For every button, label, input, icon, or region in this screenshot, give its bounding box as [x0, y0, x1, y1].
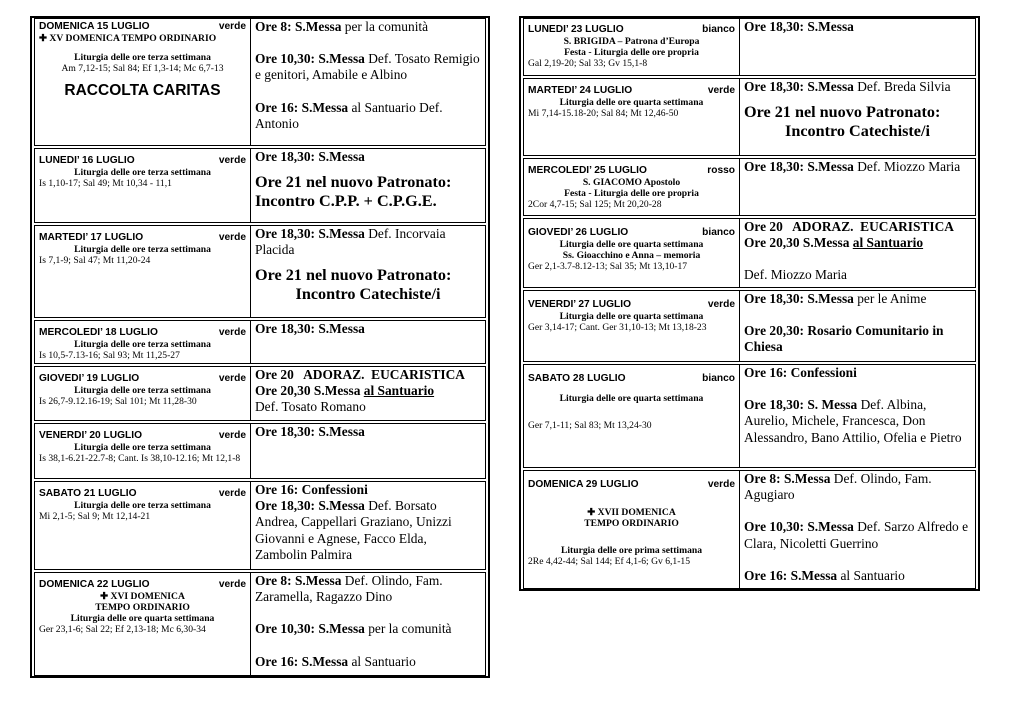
event-label: S.Messa	[318, 621, 365, 637]
event-location: al Santuario	[363, 383, 435, 399]
day-entry	[523, 290, 976, 362]
event-time: Ore 18,30:	[255, 149, 315, 164]
event-label: S.Messa	[783, 471, 831, 486]
event-label: S.Messa	[807, 79, 854, 94]
events-cell	[740, 365, 975, 467]
day-entry	[523, 78, 976, 156]
liturgy-week: Festa - Liturgia delle ore propria	[564, 188, 699, 199]
event-text: Def. Olindo, Fam. Agugiaro	[744, 471, 932, 503]
events-cell	[740, 159, 975, 215]
liturgical-color: bianco	[702, 373, 735, 384]
event-text: Def. Sarzo Alfredo e Clara, Nicoletti Guerrino	[744, 519, 969, 551]
liturgy-cell	[35, 367, 251, 420]
event-text: per la comunità	[368, 621, 452, 637]
day-title: GIOVEDI’ 19 LUGLIO	[39, 373, 140, 384]
events-cell	[740, 19, 975, 75]
liturgy-week: Liturgia delle ore terza settimana	[74, 244, 211, 255]
liturgical-color: verde	[218, 579, 246, 590]
rosary-notice: Ore 20,30: Rosario Comunitario in Chiesa	[744, 323, 944, 355]
confessions-notice: Ore 16: Confessioni	[744, 365, 857, 380]
readings: Ger 23,1-6; Sal 22; Ef 2,13-18; Mc 6,30-34	[39, 624, 206, 635]
meeting-notice: Ore 21 nel nuovo Patronato:	[255, 266, 452, 285]
liturgy-cell	[35, 573, 251, 675]
liturgy-week: Liturgia delle ore terza settimana	[74, 442, 211, 453]
event-label: S.Messa	[318, 226, 365, 241]
liturgy-cell	[524, 19, 740, 75]
saint-name: S. GIACOMO Apostolo	[582, 177, 681, 188]
day-entry	[34, 148, 486, 223]
readings: Is 38,1-6.21-22.7-8; Cant. Is 38,10-12.16; Mt 12,1-8	[39, 453, 241, 464]
liturgical-color: verde	[218, 21, 246, 32]
event-time: Ore 18,30:	[255, 424, 315, 439]
liturgy-week: Liturgia delle ore quarta settimana	[70, 613, 215, 624]
liturgical-subtitle: ✚ XV DOMENICA TEMPO ORDINARIO	[39, 33, 217, 44]
day-entry	[523, 158, 976, 216]
event-time: Ore 16:	[744, 567, 788, 583]
day-title: DOMENICA 29 LUGLIO	[528, 479, 639, 490]
day-entry	[34, 366, 486, 421]
event-text: per la comunità	[344, 19, 429, 34]
liturgy-cell	[524, 79, 740, 155]
liturgy-week: Liturgia delle ore quarta settimana	[559, 311, 704, 322]
event-time: Ore 8:	[255, 573, 292, 588]
liturgy-cell	[524, 365, 740, 467]
readings: Mi 7,14-15.18-20; Sal 84; Mt 12,46-50	[528, 108, 679, 119]
event-time: Ore 18,30:	[744, 291, 804, 306]
events-cell	[251, 482, 485, 569]
liturgical-color: bianco	[702, 24, 735, 35]
event-time: Ore 10,30:	[255, 51, 315, 67]
adoration-notice: Ore 20 ADORAZ. EUCARISTICA	[255, 367, 465, 382]
event-text: Def. Miozzo Maria	[857, 159, 961, 174]
saint-name: Ss. Gioacchino e Anna – memoria	[562, 250, 701, 261]
day-title: MARTEDI’ 17 LUGLIO	[39, 232, 144, 243]
readings: Is 7,1-9; Sal 47; Mt 11,20-24	[39, 255, 151, 266]
liturgical-color: verde	[218, 327, 246, 338]
event-label: S.Messa	[318, 498, 365, 514]
event-text: Def. Incorvaia Placida	[255, 226, 446, 258]
event-time: Ore 16:	[255, 99, 299, 115]
day-title: VENERDI’ 20 LUGLIO	[39, 430, 143, 441]
liturgical-color: bianco	[702, 227, 735, 238]
liturgical-color: verde	[218, 430, 246, 441]
liturgical-color: verde	[218, 488, 246, 499]
meeting-notice: Ore 21 nel nuovo Patronato:	[744, 103, 941, 122]
events-cell	[251, 19, 485, 145]
events-cell	[251, 367, 485, 420]
confessions-notice: Ore 16: Confessioni	[255, 482, 368, 497]
event-time: Ore 18,30:	[744, 159, 804, 174]
liturgical-color: verde	[707, 479, 735, 490]
event-time: Ore 10,30:	[255, 621, 315, 637]
event-label: S.Messa	[807, 159, 854, 174]
events-cell	[251, 573, 485, 675]
liturgy-week: Liturgia delle ore terza settimana	[74, 167, 211, 178]
day-title: MERCOLEDI’ 25 LUGLIO	[528, 165, 647, 176]
meeting-notice-detail: Incontro Catechiste/i	[785, 121, 930, 140]
readings: Is 10,5-7.13-16; Sal 93; Mt 11,25-27	[39, 350, 180, 361]
day-entry	[34, 320, 486, 364]
readings: 2Re 4,42-44; Sal 144; Ef 4,1-6; Gv 6,1-15	[528, 556, 691, 567]
events-cell	[740, 79, 975, 155]
readings: Ger 2,1-3.7-8.12-13; Sal 35; Mt 13,10-17	[528, 261, 688, 272]
readings: 2Cor 4,7-15; Sal 125; Mt 20,20-28	[528, 199, 662, 210]
event-text: Def. Tosato Romano	[255, 399, 366, 415]
readings: Gal 2,19-20; Sal 33; Gv 15,1-8	[528, 58, 648, 69]
event-label: S.Messa	[318, 149, 365, 164]
event-time: Ore 18,30:	[744, 397, 804, 413]
day-title: SABATO 21 LUGLIO	[39, 488, 137, 499]
event-text: Def. Olindo, Fam. Zaramella, Ragazzo Dino	[255, 573, 443, 605]
event-label: S.Messa	[301, 99, 349, 115]
liturgy-cell	[524, 219, 740, 287]
event-text: Def. Miozzo Maria	[744, 267, 847, 283]
readings: Is 1,10-17; Sal 49; Mt 10,34 - 11,1	[39, 178, 172, 189]
liturgy-cell	[524, 159, 740, 215]
event-label: S.Messa	[318, 321, 365, 336]
event-text: al Santuario	[840, 567, 905, 583]
liturgical-color: verde	[218, 155, 246, 166]
day-entry	[34, 423, 486, 479]
events-cell	[740, 219, 975, 287]
liturgy-cell	[35, 424, 251, 478]
day-entry	[523, 18, 976, 76]
liturgical-subtitle-2: TEMPO ORDINARIO	[584, 518, 679, 529]
day-entry	[34, 572, 486, 676]
readings: Ger 7,1-11; Sal 83; Mt 13,24-30	[528, 420, 652, 431]
event-text: Def. Albina, Aurelio, Michele, Francesca, Don Alessandro, Bano Attilio, Ofelia e Pietro	[744, 397, 962, 445]
event-text: Def. Tosato Remigio e genitori, Amabile e Albino	[255, 51, 480, 83]
event-time: Ore 20,30	[255, 383, 311, 399]
liturgy-cell	[524, 471, 740, 588]
meeting-notice: Ore 21 nel nuovo Patronato: Incontro C.P.P. + C.P.G.E.	[255, 173, 452, 210]
day-title: VENERDI’ 27 LUGLIO	[528, 299, 632, 310]
liturgy-week: Liturgia delle ore terza settimana	[74, 500, 211, 511]
day-entry	[34, 18, 486, 146]
liturgical-subtitle: ✚ XVII DOMENICA	[587, 507, 676, 518]
readings: Ger 3,14-17; Cant. Ger 31,10-13; Mt 13,18-23	[528, 322, 707, 333]
events-cell	[251, 321, 485, 363]
liturgical-color: verde	[218, 232, 246, 243]
liturgy-week: Liturgia delle ore quarta settimana	[559, 239, 704, 250]
event-label: S.Messa	[294, 19, 342, 34]
liturgy-cell	[524, 291, 740, 361]
event-time: Ore 18,30:	[255, 321, 315, 336]
liturgy-week: Liturgia delle ore prima settimana	[560, 545, 703, 556]
event-time: Ore 20,30	[744, 235, 800, 251]
saint-name: S. BRIGIDA – Patrona d’Europa	[563, 36, 700, 47]
event-time: Ore 8:	[255, 19, 292, 34]
liturgy-week: Festa - Liturgia delle ore propria	[564, 47, 699, 58]
event-time: Ore 18,30:	[744, 19, 804, 34]
events-cell	[740, 471, 975, 588]
day-entry	[523, 470, 976, 589]
liturgy-cell	[35, 482, 251, 569]
readings: Mi 2,1-5; Sal 9; Mt 12,14-21	[39, 511, 151, 522]
liturgy-week: Liturgia delle ore quarta settimana	[559, 97, 704, 108]
event-text: al Santuario	[351, 653, 416, 669]
events-cell	[251, 149, 485, 222]
day-title: SABATO 28 LUGLIO	[528, 373, 626, 384]
event-label: S.Messa	[294, 573, 342, 588]
calendar-column-right	[519, 16, 980, 591]
event-label: S.Messa	[807, 291, 854, 306]
event-label: S.Messa	[318, 51, 365, 67]
event-time: Ore 18,30:	[744, 79, 804, 94]
day-entry	[34, 481, 486, 570]
event-time: Ore 10,30:	[744, 519, 804, 535]
event-label: S.Messa	[807, 519, 854, 535]
event-label: S.Messa	[301, 653, 349, 669]
day-entry	[523, 364, 976, 468]
liturgical-color: verde	[707, 85, 735, 96]
events-cell	[251, 424, 485, 478]
event-time: Ore 16:	[255, 653, 299, 669]
event-label: S.Messa	[313, 383, 361, 399]
day-title: LUNEDI’ 16 LUGLIO	[39, 155, 135, 166]
event-location: al Santuario	[852, 235, 924, 251]
event-time: Ore 18,30:	[255, 226, 315, 241]
meeting-notice-detail: Incontro Catechiste/i	[295, 284, 441, 303]
day-entry	[34, 225, 486, 318]
event-text: per le Anime	[857, 291, 927, 306]
liturgy-week: Liturgia delle ore terza settimana	[74, 52, 211, 63]
events-cell	[740, 291, 975, 361]
liturgical-color: rosso	[707, 165, 735, 176]
liturgy-week: Liturgia delle ore terza settimana	[74, 339, 211, 350]
caritas-notice: RACCOLTA CARITAS	[64, 82, 221, 99]
events-cell	[251, 226, 485, 317]
readings: Am 7,12-15; Sal 84; Ef 1,3-14; Mc 6,7-13	[61, 63, 224, 74]
event-label: S.Messa	[802, 235, 850, 251]
day-title: MARTEDI’ 24 LUGLIO	[528, 85, 633, 96]
adoration-notice: Ore 20 ADORAZ. EUCARISTICA	[744, 219, 954, 234]
event-text: Def. Breda Silvia	[857, 79, 951, 94]
event-time: Ore 8:	[744, 471, 781, 486]
event-label: S.Messa	[807, 19, 854, 34]
liturgy-cell	[35, 226, 251, 317]
day-title: GIOVEDI’ 26 LUGLIO	[528, 227, 629, 238]
event-label: S. Messa	[807, 397, 858, 413]
liturgy-week: Liturgia delle ore terza settimana	[74, 385, 211, 396]
event-label: S.Messa	[318, 424, 365, 439]
day-title: DOMENICA 15 LUGLIO	[39, 21, 150, 32]
liturgy-cell	[35, 19, 251, 145]
event-time: Ore 18,30:	[255, 498, 315, 514]
readings: Is 26,7-9.12.16-19; Sal 101; Mt 11,28-30	[39, 396, 197, 407]
liturgy-cell	[35, 321, 251, 363]
day-entry	[523, 218, 976, 288]
event-text: Def. Borsato Andrea, Cappellari Graziano, Unizzi Giovanni e Agnese, Facco Elda, Zambolin Palmira	[255, 498, 452, 562]
event-label: S.Messa	[790, 567, 838, 583]
liturgical-subtitle: ✚ XVI DOMENICA	[100, 591, 185, 602]
calendar-column-left	[30, 16, 490, 678]
event-text: al Santuario Def. Antonio	[255, 99, 443, 131]
liturgical-color: verde	[707, 299, 735, 310]
liturgy-week: Liturgia delle ore quarta settimana	[559, 393, 704, 404]
liturgical-subtitle-2: TEMPO ORDINARIO	[95, 602, 190, 613]
liturgy-cell	[35, 149, 251, 222]
day-title: LUNEDI’ 23 LUGLIO	[528, 24, 624, 35]
liturgical-color: verde	[218, 373, 246, 384]
day-title: DOMENICA 22 LUGLIO	[39, 579, 150, 590]
day-title: MERCOLEDI’ 18 LUGLIO	[39, 327, 158, 338]
